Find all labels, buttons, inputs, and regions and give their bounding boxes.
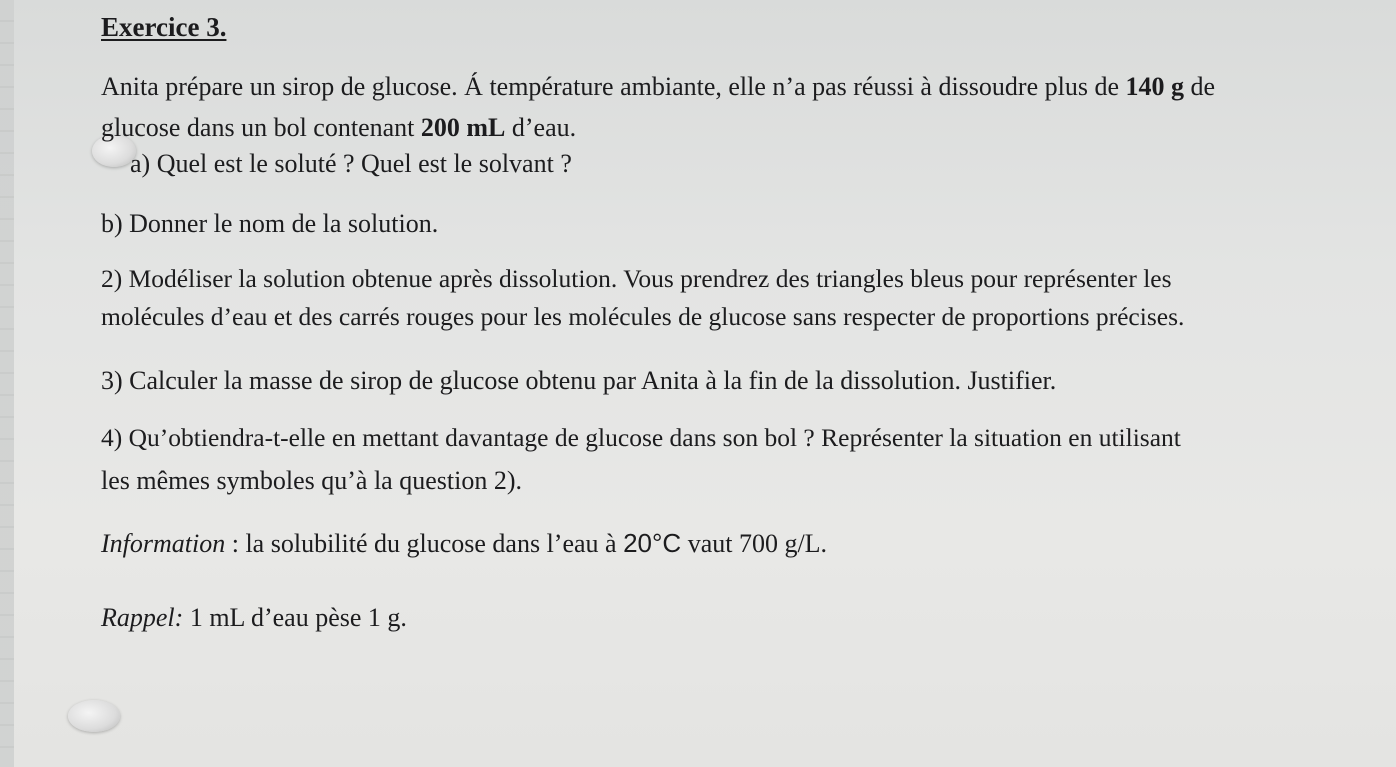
question-1b: b) Donner le nom de la solution. <box>101 209 439 238</box>
intro-line-1 <box>101 72 1215 102</box>
information-label: Information <box>101 529 226 558</box>
intro-text: Anita prépare un sirop de glucose. Á température ambiante, elle n’a pas réussi à dissoudre plus de <box>101 72 1126 101</box>
exercise-title: Exercice 3. <box>101 12 227 42</box>
question-3: 3) Calculer la masse de sirop de glucose obtenu par Anita à la fin de la dissolution. Justifier. <box>101 366 1057 395</box>
intro-text: glucose dans un bol contenant <box>101 113 421 142</box>
information-text: vaut 700 g/L. <box>681 529 828 558</box>
information-text: : la solubilité du glucose dans l’eau à <box>225 529 624 558</box>
notebook-edge <box>0 0 14 767</box>
rappel-label: Rappel: <box>101 603 184 632</box>
glucose-mass: 140 g <box>1125 72 1184 101</box>
information-line <box>101 528 827 559</box>
intro-text: de <box>1184 72 1216 101</box>
question-4-line-1: 4) Qu’obtiendra-t-elle en mettant davantage de glucose dans son bol ? Représenter la situation en utilisant <box>101 423 1181 452</box>
temperature-value: 20°C <box>623 528 682 558</box>
question-4-line-2: les mêmes symboles qu’à la question 2). <box>101 466 522 495</box>
punch-hole <box>68 700 120 732</box>
water-volume: 200 mL <box>420 113 506 142</box>
rappel-line <box>101 603 407 633</box>
rappel-text: 1 mL d’eau pèse 1 g. <box>183 603 407 632</box>
intro-text: d’eau. <box>505 113 577 142</box>
question-2-line-2: molécules d’eau et des carrés rouges pour les molécules de glucose sans respecter de proportions précises. <box>101 302 1185 331</box>
intro-line-2 <box>101 113 576 143</box>
question-2-line-1: 2) Modéliser la solution obtenue après dissolution. Vous prendrez des triangles bleus pour représenter les <box>101 264 1172 293</box>
question-1a: a) Quel est le soluté ? Quel est le solvant ? <box>130 149 572 178</box>
